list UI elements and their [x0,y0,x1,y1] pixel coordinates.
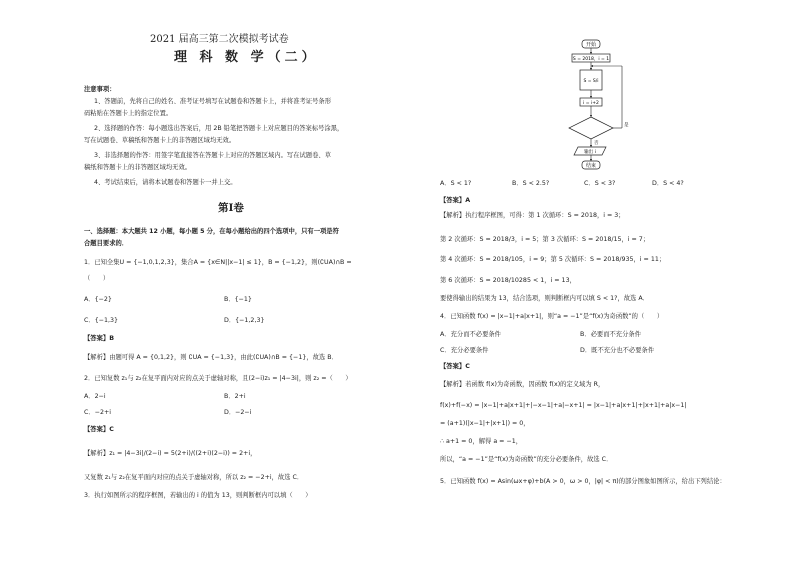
q3-answer: 【答案】A [440,197,471,204]
fc-decision [569,117,613,139]
note-1a: 1、答题前，先将自己的姓名、准考证号填写在试题卷和答题卡上，并将准考证号条形 [94,98,331,105]
note-4: 4、考试结束后，请将本试题卷和答题卡一并上交。 [94,179,237,186]
fc-end: 结束 [585,163,597,169]
q5-stem: 5．已知函数 f(x) = Asin(ωx+φ)+b(A > 0，ω > 0，|φ| < π)的部分图象如图所示，给出下列结论： [440,478,726,485]
section-title: 第Ⅰ卷 [218,202,244,214]
q3-option-a: A．S < 1? [440,180,472,187]
subject-title: 理 科 数 学（二） [174,50,319,65]
q4-analysis-5: 所以，“a = −1”是“f(x)为奇函数”的充分必要条件，故选 C． [440,456,613,463]
note-2a: 2、选择题的作答：每小题选出答案后，用 2B 铅笔把答题卡上对应题目的答案标号涂黑， [94,125,344,132]
q2-option-d: D．−2−i [224,409,252,416]
q4-stem: 4．已知函数 f(x) = |x−1|+a|x+1|，则“a = −1”是“f(x)为奇函数”的（ ） [440,313,664,320]
q2-analysis-2: 又复数 z₁与 z₂在复平面内对应的点关于虚轴对称，所以 z₂ = −2+i，故选 C． [84,474,304,481]
fc-output: 输出 i [584,150,596,155]
q3-analysis-5: 要使得输出的结果为 13，结合选项，则判断框内可以填 S < 1?，故选 A． [440,295,649,302]
notes-heading: 注意事项： [84,86,116,93]
q1-stem: 1．已知全集U = {−1,0,1,2,3}，集合A = {x∈N||x−1| ≤ 1}，B = {−1,2}，则(∁UA)∩B = [84,259,352,266]
q2-analysis: 【解析】z₁ = |4−3i|/(2−i) = 5(2+i)/((2+i)(2−i)) = 2+i， [84,450,257,457]
fc-inc: i = i+2 [583,101,599,106]
q4-option-b: B．必要而不充分条件 [580,331,641,338]
q3-analysis-2: 第 2 次循环：S = 2018/3，i = 5；第 3 次循环：S = 2018/15，i = 7； [440,236,650,243]
section-intro-1: 一、选择题：本大题共 12 小题，每小题 5 分，在每小题给出的四个选项中，只有一项是符 [84,228,339,235]
q4-analysis-3: = (a+1)(|x−1|+|x+1|) = 0， [440,420,530,427]
fc-start: 开始 [585,42,597,48]
note-3b: 稿纸和答题卡上的非答题区域均无效。 [84,164,192,171]
q1-analysis: 【解析】由题可得 A = {0,1,2}，则 ∁UA = {−1,3}，由此(∁UA)∩B = {−1}，故选 B． [84,354,338,361]
q1-option-c: C．{−1,3} [84,317,118,324]
q4-answer: 【答案】C [440,363,470,370]
q4-analysis-1: 【解析】若函数 f(x)为奇函数，因函数 f(x)的定义域为 R， [440,381,605,388]
q4-option-a: A．充分而不必要条件 [440,331,501,338]
q1-option-b: B．{−1} [224,296,252,303]
q1-paren: （ ） [84,275,110,282]
q4-option-c: C．充分必要条件 [440,347,489,354]
q3-analysis-4: 第 6 次循环：S = 2018/10285 < 1，i = 13， [440,277,576,284]
note-2b: 写在试题卷、草稿纸和答题卡上的非答题区域均无效。 [84,137,236,144]
q4-analysis-2: f(x)+f(−x) = |x−1|+a|x+1|+|−x−1|+a|−x+1| = |x−1|+a|x+1|+|x+1|+a|x−1| [440,402,687,409]
q2-answer: 【答案】C [84,426,114,433]
q2-stem: 2．已知复数 z₁与 z₂在复平面内对应的点关于虚轴对称，且(2−i)z₁ = |4−3i|，则 z₂ =（ ） [84,375,352,382]
exam-title: 2021 届高三第二次模拟考试卷 [150,34,289,45]
q2-option-c: C．−2+i [84,409,112,416]
q3-option-c: C．S < 3? [584,180,616,187]
q4-analysis-4: ∴ a+1 = 0，解得 a = −1， [440,438,523,445]
fc-yes: 是 [624,123,629,128]
flowchart [560,36,650,172]
fc-init: S = 2018，i = 1 [572,57,610,62]
fc-update: S = S/i [583,79,599,84]
q1-answer: 【答案】B [84,335,114,342]
q3-analysis-1: 【解析】执行程序框图，可得：第 1 次循环：S = 2018，i = 3； [440,212,625,219]
q3-stem: 3．执行如图所示的程序框图，若输出的 i 的值为 13，则判断框内可以填（ ） [84,492,312,499]
fc-no: 否 [594,141,599,146]
q2-option-a: A．2−i [84,393,106,400]
q3-option-b: B．S < 2.5? [512,180,550,187]
q1-option-d: D．{−1,2,3} [224,317,265,324]
q3-option-d: D．S < 4? [652,180,684,187]
note-1b: 码粘贴在答题卡上的指定位置。 [84,110,173,117]
note-3a: 3、非选择题的作答：用签字笔直接答在答题卡上对应的答题区域内。写在试题卷、草 [94,152,331,159]
q3-analysis-3: 第 4 次循环：S = 2018/105，i = 9；第 5 次循环：S = 2018/935，i = 11； [440,256,666,263]
section-intro-2: 合题目要求的． [84,240,129,247]
q1-option-a: A．{−2} [84,296,112,303]
q4-option-d: D．既不充分也不必要条件 [580,347,655,354]
q2-option-b: B．2+i [224,393,246,400]
